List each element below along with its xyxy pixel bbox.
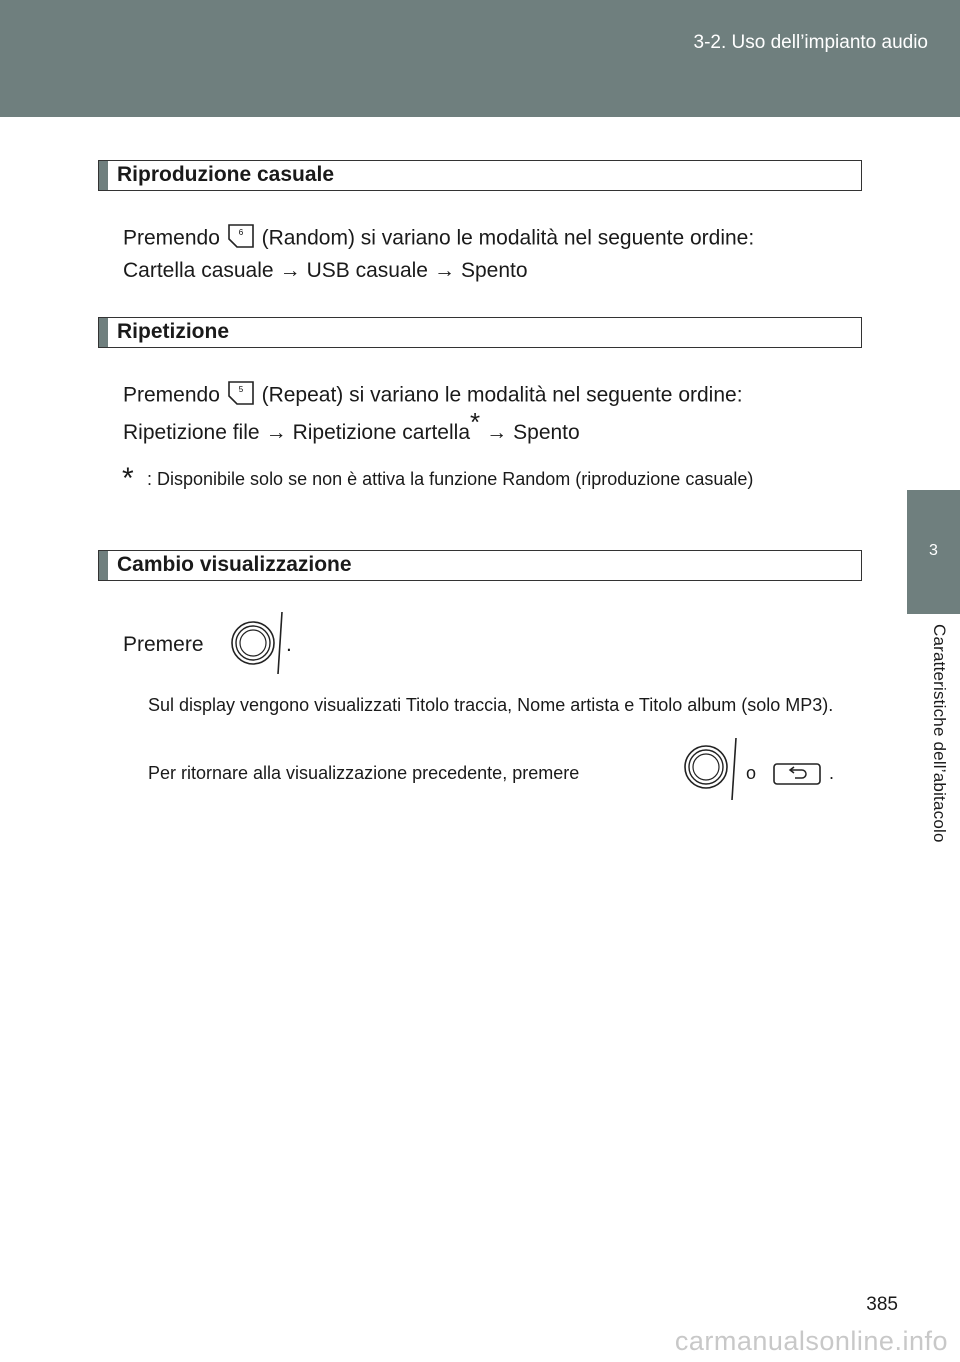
- display-note: Sul display vengono visualizzati Titolo traccia, Nome artista e Titolo album (solo MP3).: [148, 695, 834, 715]
- header-title: 3-2. Uso dell’impianto audio: [693, 32, 928, 53]
- instruction-suffix: (Random) si variano le modalità nel seguente ordine:: [261, 226, 755, 250]
- repeat-instruction: [123, 379, 743, 413]
- section-title: Cambio visualizzazione: [117, 553, 352, 576]
- preset-6-button-icon: [226, 222, 256, 256]
- heading-bar: [99, 551, 108, 580]
- random-instruction: [123, 222, 754, 256]
- sequence-step: Cartella casuale: [123, 259, 274, 282]
- repeat-sequence: [123, 407, 580, 445]
- chapter-number: 3: [929, 542, 938, 559]
- section-title: Ripetizione: [117, 320, 230, 343]
- sequence-step: Ripetizione cartella: [292, 421, 471, 444]
- section-heading-display: [98, 550, 862, 581]
- random-sequence: [123, 259, 528, 283]
- footnote-marker: *: [470, 407, 481, 437]
- sequence-step: Ripetizione file: [123, 421, 260, 444]
- return-note-pre: Per ritornare alla visualizzazione precedente, premere: [148, 763, 580, 783]
- display-instruction-post: .: [286, 633, 292, 656]
- sequence-step: USB casuale: [306, 259, 428, 282]
- arrow-icon: →: [265, 421, 287, 444]
- chapter-tab: [907, 490, 960, 614]
- svg-text:5: 5: [238, 385, 243, 394]
- heading-bar: [99, 318, 108, 347]
- back-button-icon: [772, 762, 822, 791]
- instruction-prefix: Premendo: [123, 226, 220, 250]
- section-heading-random: [98, 160, 862, 191]
- instruction-prefix: Premendo: [123, 383, 220, 407]
- svg-text:6: 6: [238, 228, 243, 237]
- header-band: [0, 0, 960, 117]
- tune-knob-icon: [682, 738, 752, 805]
- section-title: Riproduzione casuale: [117, 163, 335, 186]
- arrow-icon: →: [279, 259, 301, 282]
- page-number: 385: [866, 1294, 898, 1315]
- return-note-or: o: [746, 763, 757, 783]
- footnote-text: : Disponibile solo se non è attiva la funzione Random (riproduzione casuale): [147, 469, 754, 489]
- heading-bar: [99, 161, 108, 190]
- display-instruction-pre: Premere: [123, 633, 204, 656]
- footnote-star: *: [122, 462, 134, 495]
- instruction-suffix: (Repeat) si variano le modalità nel seguente ordine:: [261, 383, 743, 407]
- arrow-icon: →: [434, 259, 455, 282]
- arrow-icon: →: [486, 421, 508, 444]
- return-note-period: .: [829, 763, 835, 783]
- chapter-label: Caratteristiche dell’abitacolo: [930, 624, 949, 843]
- section-heading-repeat: [98, 317, 862, 348]
- watermark: carmanualsonline.info: [674, 1326, 948, 1356]
- sequence-step: Spento: [513, 421, 580, 444]
- sequence-step: Spento: [461, 259, 528, 282]
- preset-5-button-icon: [226, 379, 256, 413]
